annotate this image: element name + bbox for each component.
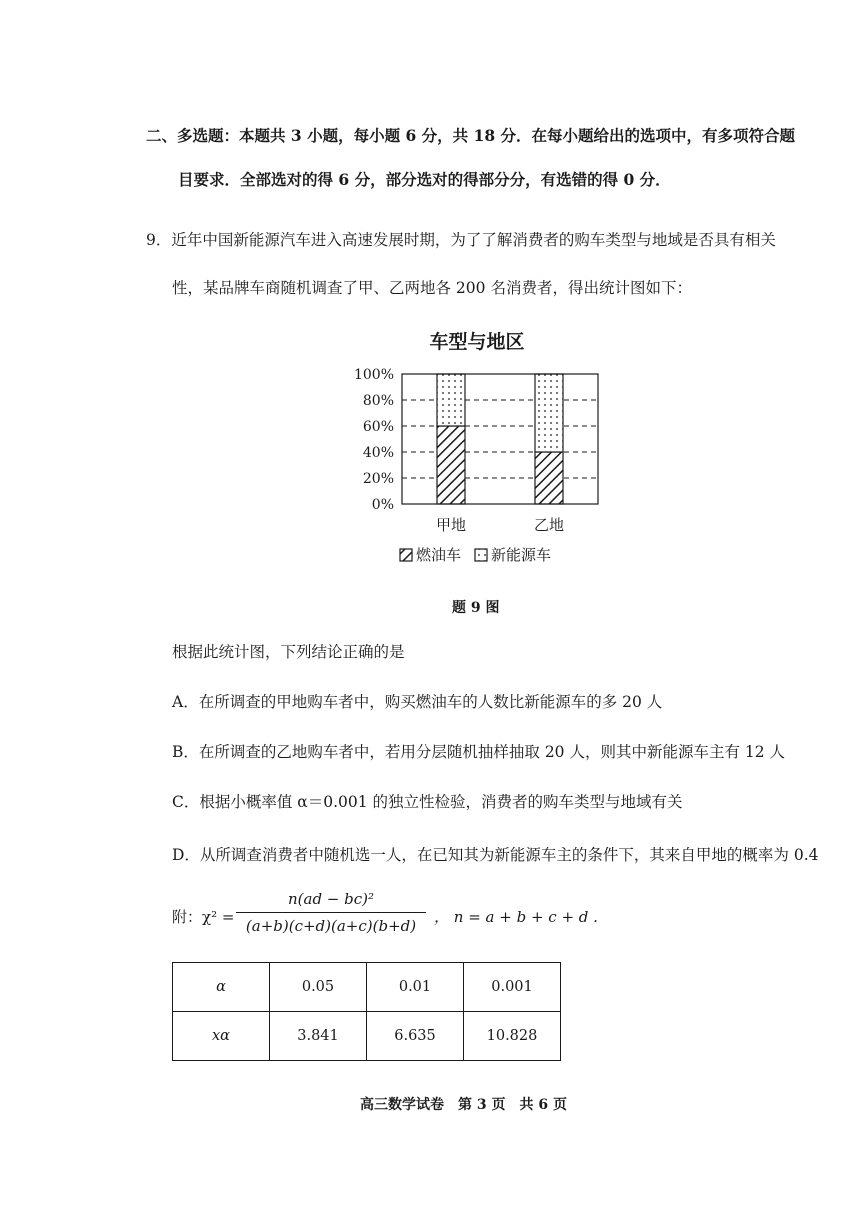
y-tick-label: 0% xyxy=(371,497,394,513)
formula-denominator: (a+b)(c+d)(a+c)(b+d) xyxy=(245,917,417,935)
x-tick-label: 甲地 xyxy=(435,516,467,534)
y-tick-label: 20% xyxy=(362,471,394,487)
question-stem-line-1: 9．近年中国新能源汽车进入高速发展时期，为了了解消费者的购车类型与地域是否具有相关 xyxy=(146,231,776,249)
formula-label: 附：χ² = xyxy=(172,908,235,926)
formula-numerator: n(ad − bc)² xyxy=(287,890,375,908)
option-d: D．从所调查消费者中随机选一人，在已知其为新能源车主的条件下，其来自甲地的概率为 0.4 xyxy=(172,846,819,864)
table-header-alpha: α xyxy=(173,963,270,1012)
table-row xyxy=(173,1012,561,1061)
table-cell: 0.05 xyxy=(270,963,367,1012)
question-stem-line-2: 性，某品牌车商随机调查了甲、乙两地各 200 名消费者，得出统计图如下： xyxy=(172,279,692,297)
option-c: C．根据小概率值 α＝0.001 的独立性检验，消费者的购车类型与地域有关 xyxy=(172,793,683,811)
chart-title: 车型与地区 xyxy=(429,331,525,353)
table-cell: 0.001 xyxy=(464,963,561,1012)
legend-label-ev: 新能源车 xyxy=(491,546,552,564)
table-row xyxy=(173,963,561,1012)
y-tick-label: 60% xyxy=(362,419,394,435)
fraction-bar xyxy=(236,912,426,913)
formula-tail: ， n = a + b + c + d . xyxy=(434,908,598,926)
legend-swatch-fuel xyxy=(400,549,412,561)
critical-value-table xyxy=(172,962,561,1061)
y-tick-label: 80% xyxy=(362,393,394,409)
x-tick-label: 乙地 xyxy=(533,516,565,534)
page-footer: 高三数学试卷 第 3 页 共 6 页 xyxy=(360,1097,567,1113)
option-b: B．在所调查的乙地购车者中，若用分层随机抽样抽取 20 人，则其中新能源车主有 12 人 xyxy=(172,743,786,761)
y-tick-label: 40% xyxy=(362,445,394,461)
table-cell: 10.828 xyxy=(464,1012,561,1061)
formula-fraction xyxy=(236,888,426,937)
question-prompt: 根据此统计图，下列结论正确的是 xyxy=(172,643,405,661)
table-cell: 6.635 xyxy=(367,1012,464,1061)
table-cell: 0.01 xyxy=(367,963,464,1012)
bar-ev xyxy=(437,374,465,426)
table-header-x-alpha: xα xyxy=(173,1012,270,1061)
legend-label-fuel: 燃油车 xyxy=(416,546,462,564)
bar-ev xyxy=(535,374,563,452)
plot-frame xyxy=(402,374,598,504)
stacked-bar-chart xyxy=(338,318,616,588)
y-tick-label: 100% xyxy=(353,367,394,383)
section-header-line-2: 目要求．全部选对的得 6 分，部分选对的得部分分，有选错的得 0 分． xyxy=(178,170,671,189)
option-a: A．在所调查的甲地购车者中，购买燃油车的人数比新能源车的多 20 人 xyxy=(172,693,663,711)
bar-fuel xyxy=(535,452,563,504)
table-cell: 3.841 xyxy=(270,1012,367,1061)
figure-caption: 题 9 图 xyxy=(452,600,500,616)
legend-swatch-ev xyxy=(475,549,487,561)
bar-fuel xyxy=(437,426,465,504)
section-header-line-1: 二、多选题：本题共 3 小题，每小题 6 分，共 18 分．在每小题给出的选项中，有多项符合题 xyxy=(146,126,796,145)
